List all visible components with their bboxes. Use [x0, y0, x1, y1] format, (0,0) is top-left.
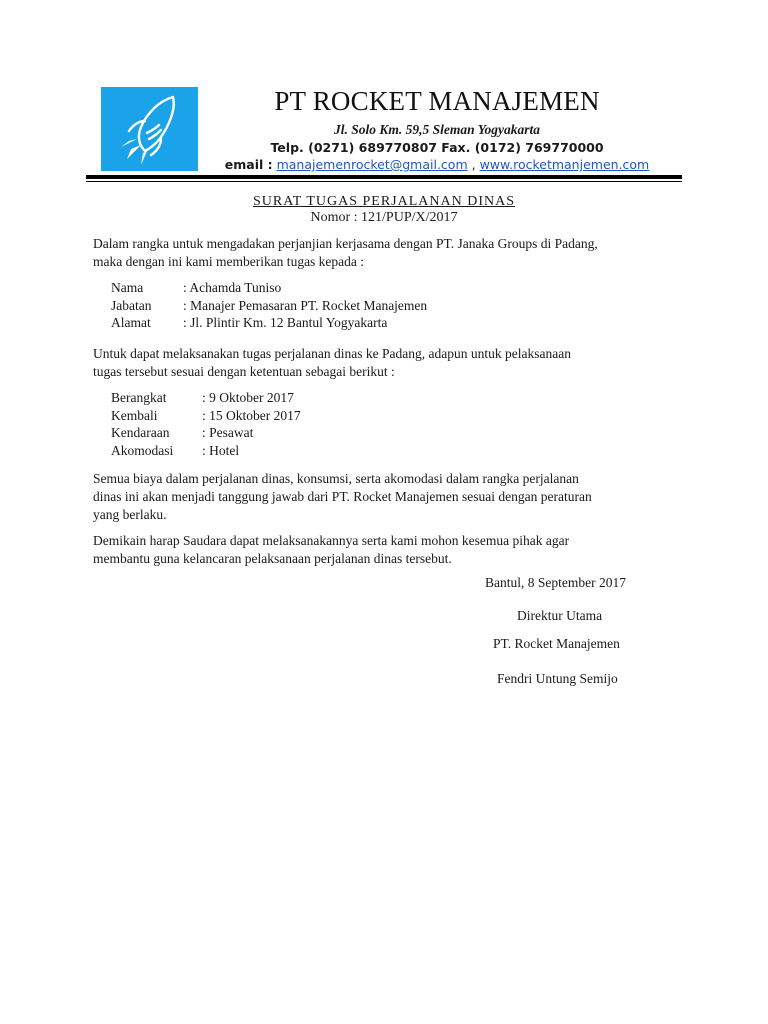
company-name: PT ROCKET MANAJEMEN	[274, 86, 600, 116]
intro-paragraph	[93, 235, 675, 271]
costs-line: yang berlaku.	[93, 507, 167, 522]
trip-details	[111, 389, 301, 459]
costs-paragraph	[93, 470, 675, 524]
trip-row	[111, 407, 301, 425]
trip-label: Kembali	[111, 407, 158, 423]
email-label: email :	[224, 157, 273, 172]
signature-name: Fendri Untung Semijo	[497, 671, 618, 686]
assignee-label: Nama	[111, 280, 144, 295]
assignee-details	[111, 279, 427, 332]
trip-row	[111, 442, 301, 460]
email-link[interactable]: manajemenrocket@gmail.com	[276, 157, 468, 172]
letterhead-divider-thin	[86, 181, 682, 182]
trip-label: Berangkat	[111, 390, 167, 405]
signature-company: PT. Rocket Manajemen	[493, 636, 620, 651]
intro-line: maka dengan ini kami memberikan tugas kepada :	[93, 254, 365, 269]
closing-line: membantu guna kelancaran pelaksanaan perjalanan dinas tersebut.	[93, 551, 452, 566]
assignee-value: : Jl. Plintir Km. 12 Bantul Yogyakarta	[183, 315, 388, 330]
signature-position: Direktur Utama	[517, 608, 603, 623]
trip-label: Akomodasi	[111, 442, 174, 458]
closing-line: Demikain harap Saudara dapat melaksanakannya serta kami mohon kesemua pihak agar	[93, 533, 570, 548]
letterhead-divider-thick	[86, 175, 682, 179]
website-link[interactable]: www.rocketmanjemen.com	[479, 157, 650, 172]
document-title: SURAT TUGAS PERJALANAN DINAS	[252, 194, 515, 209]
assignee-value: : Manajer Pemasaran PT. Rocket Manajemen	[183, 297, 428, 313]
trip-value: : Hotel	[202, 442, 240, 458]
costs-line: Semua biaya dalam perjalanan dinas, konsumsi, serta akomodasi dalam rangka perjalanan	[93, 471, 579, 486]
assignee-label: Alamat	[111, 315, 151, 330]
company-logo	[101, 87, 198, 171]
purpose-line: tugas tersebut sesuai dengan ketentuan sebagai berikut :	[93, 364, 395, 379]
trip-value: : Pesawat	[202, 425, 254, 440]
document-number: Nomor : 121/PUP/X/2017	[310, 210, 458, 225]
assignee-label: Jabatan	[111, 297, 152, 313]
signature-place-date: Bantul, 8 September 2017	[485, 575, 626, 590]
costs-line: dinas ini akan menjadi tanggung jawab dari PT. Rocket Manajemen sesuai dengan peraturan	[93, 489, 592, 504]
assignee-value: : Achamda Tuniso	[183, 280, 282, 295]
company-address: Jl. Solo Km. 59,5 Sleman Yogyakarta	[333, 122, 541, 137]
trip-row	[111, 424, 301, 442]
contact-separator: ,	[471, 157, 476, 172]
trip-value: : 9 Oktober 2017	[202, 390, 294, 405]
purpose-paragraph	[93, 345, 675, 381]
contact-line	[212, 157, 662, 172]
purpose-line: Untuk dapat melaksanakan tugas perjalanan dinas ke Padang, adapun untuk pelaksanaan	[93, 346, 571, 361]
closing-paragraph	[93, 532, 675, 568]
company-phone-fax: Telp. (0271) 689770807 Fax. (0172) 769770000	[270, 140, 604, 155]
intro-line: Dalam rangka untuk mengadakan perjanjian kerjasama dengan PT. Janaka Groups di Padang,	[93, 236, 598, 251]
trip-value: : 15 Oktober 2017	[202, 407, 301, 423]
rocket-icon	[101, 87, 198, 171]
assignee-row	[111, 314, 427, 332]
assignee-row	[111, 279, 427, 297]
trip-label: Kendaraan	[111, 425, 170, 440]
trip-row	[111, 389, 301, 407]
assignee-row	[111, 297, 427, 315]
